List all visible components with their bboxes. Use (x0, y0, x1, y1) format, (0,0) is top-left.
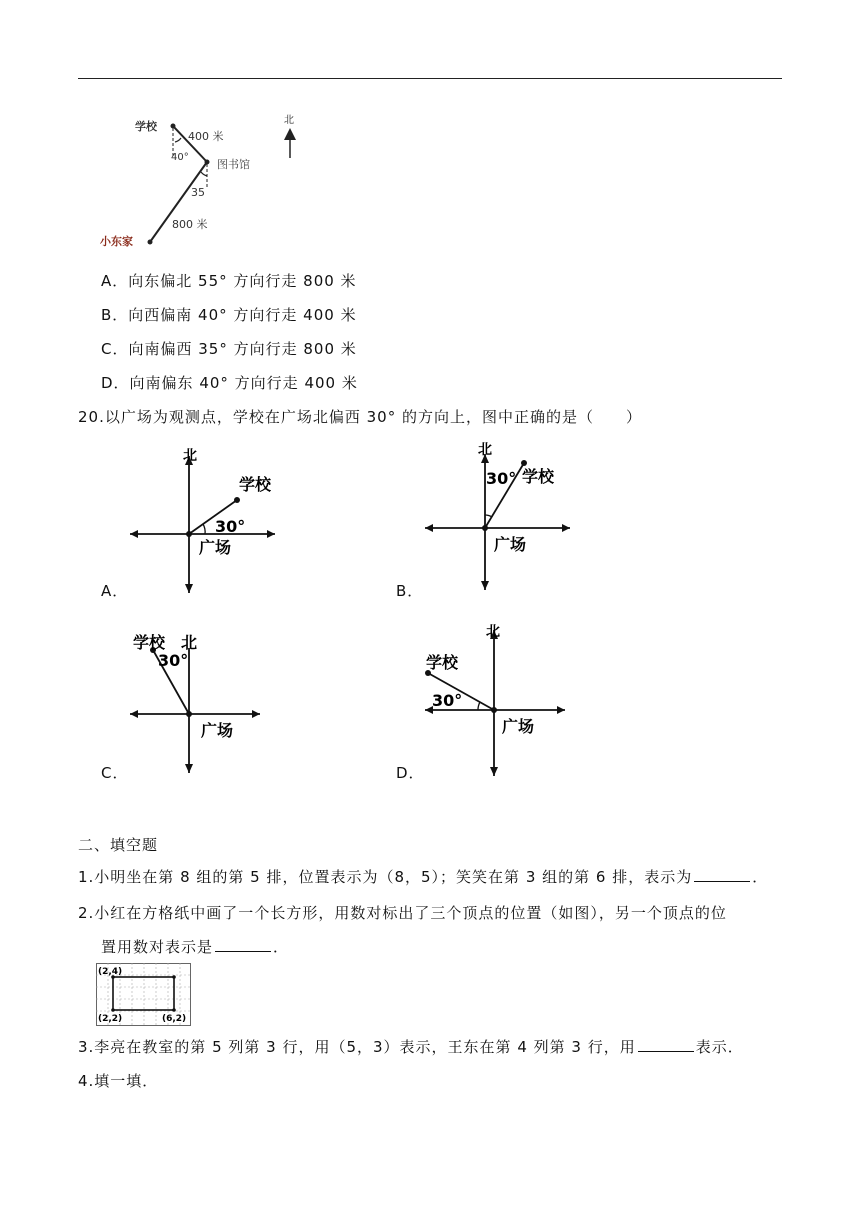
q20-letter-c: C． (101, 764, 129, 782)
fig-d-school: 学校 (426, 653, 459, 672)
map-label-library: 图书馆 (217, 158, 250, 171)
map-label-800: 800 米 (172, 218, 208, 231)
fill-q3-tail: 表示． (695, 1038, 744, 1056)
fig-c-north: 北 (181, 633, 198, 652)
fill-q2-line2 (101, 936, 289, 957)
fig-a-north: 北 (183, 448, 197, 464)
fig-d-north: 北 (486, 624, 500, 640)
fig-a-angle: 30° (215, 517, 246, 536)
q19-option-d: D．向南偏东 40° 方向行走 400 米 (101, 374, 358, 392)
fill-q1-blank (694, 880, 750, 882)
fill-q2-blank (215, 950, 271, 952)
map-label-school: 学校 (135, 120, 157, 133)
grid-label-bl: (2,2) (98, 1014, 123, 1024)
header-rule (78, 78, 782, 79)
fig-c-plaza: 广场 (201, 721, 234, 740)
fig-b-north: 北 (478, 442, 492, 458)
fig-a-school: 学校 (239, 475, 272, 494)
map-label-home: 小东家 (100, 235, 133, 248)
fig-d-plaza: 广场 (502, 717, 535, 736)
q20-letter-b: B． (396, 582, 424, 600)
fill-q1-text: 1.小明坐在第 8 组的第 5 排，位置表示为（8，5）；笑笑在第 3 组的第 6 排，表示为 (78, 868, 693, 886)
map-north-label: 北 (284, 115, 294, 126)
map-label-40: 40° (171, 152, 189, 163)
fill-q2-tail: ． (273, 938, 290, 956)
q20-letter-a: A． (101, 582, 129, 600)
route-map-figure (95, 108, 295, 253)
q20-figure-b (420, 440, 580, 595)
q20-question: 20.以广场为观测点，学校在广场北偏西 30° 的方向上，图中正确的是（ ） (78, 408, 642, 426)
fill-q4: 4.填一填． (78, 1072, 159, 1090)
map-label-35: 35 (191, 186, 205, 199)
fill-q3 (78, 1036, 744, 1057)
q19-option-a: A．向东偏北 55° 方向行走 800 米 (101, 272, 357, 290)
fig-c-school: 学校 (133, 633, 166, 652)
map-label-400: 400 米 (188, 130, 224, 143)
fig-b-plaza: 广场 (494, 535, 527, 554)
grid-figure (96, 963, 192, 1027)
section-title: 二、填空题 (78, 836, 159, 854)
fill-q1 (78, 866, 768, 887)
fig-b-angle: 30° (486, 469, 517, 488)
fill-q3-text: 3.李亮在教室的第 5 列第 3 行，用（5，3）表示，王东在第 4 列第 3 行，用 (78, 1038, 636, 1056)
q20-figure-d (420, 620, 580, 780)
q19-option-b: B．向西偏南 40° 方向行走 400 米 (101, 306, 357, 324)
fig-b-school: 学校 (522, 467, 555, 486)
q20-figure-a (125, 448, 285, 598)
fill-q2-line1: 2.小红在方格纸中画了一个长方形，用数对标出了三个顶点的位置（如图），另一个顶点的位 (78, 904, 727, 922)
fig-d-angle: 30° (432, 691, 463, 710)
fill-q1-tail: ． (752, 868, 769, 886)
q20-figure-c (125, 628, 285, 778)
grid-label-br: (6,2) (162, 1014, 187, 1024)
fill-q3-blank (638, 1050, 694, 1052)
fig-a-plaza: 广场 (199, 538, 232, 557)
fill-q2-text: 置用数对表示是 (101, 938, 214, 956)
fig-c-angle: 30° (158, 651, 189, 670)
q20-letter-d: D． (396, 764, 425, 782)
q19-option-c: C．向南偏西 35° 方向行走 800 米 (101, 340, 357, 358)
grid-label-tl: (2,4) (98, 967, 123, 977)
